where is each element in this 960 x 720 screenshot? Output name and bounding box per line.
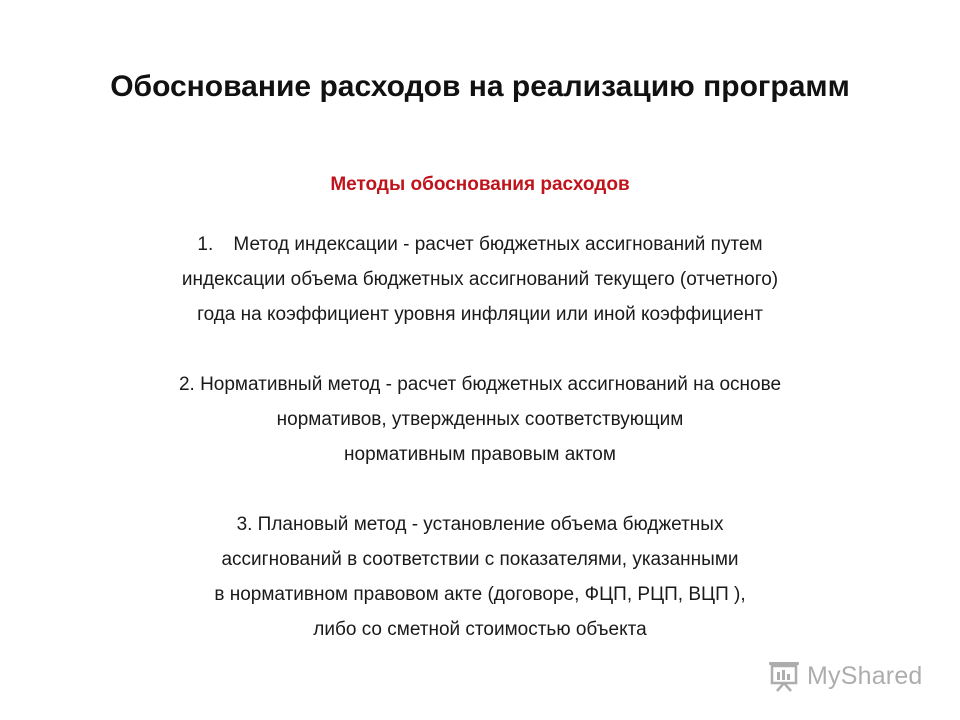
method-line	[60, 227, 900, 262]
method-line: года на коэффициент уровня инфляции или иной коэффициент	[197, 304, 763, 325]
watermark-text: MyShared	[807, 661, 923, 690]
method-line: в нормативном правовом акте (договоре, ФЦП, РЦП, ВЦП ),	[214, 584, 746, 605]
method-number: 1.	[197, 234, 214, 255]
method-line: нормативов, утвержденных соответствующим	[276, 409, 684, 430]
method-line: индексации объема бюджетных ассигнований текущего (отчетного)	[181, 269, 779, 290]
method-indexation	[60, 227, 900, 332]
method-line: ассигнований в соответствии с показателями, указанными	[221, 549, 739, 570]
projector-screen-icon	[767, 660, 801, 692]
slide-title: Обоснование расходов на реализацию программ	[110, 70, 850, 103]
method-line: либо со сметной стоимостью объекта	[313, 619, 647, 640]
watermark-logo	[767, 656, 923, 696]
slide-subtitle: Методы обоснования расходов	[330, 174, 630, 195]
method-line: нормативным правовым актом	[344, 444, 616, 465]
method-line: 2. Нормативный метод - расчет бюджетных ассигнований на основе	[178, 374, 782, 395]
method-line-text: Метод индексации - расчет бюджетных ассигнований путем	[233, 234, 763, 255]
method-line: 3. Плановый метод - установление объема бюджетных	[236, 514, 724, 535]
method-planned	[60, 507, 900, 647]
method-normative	[60, 367, 900, 472]
